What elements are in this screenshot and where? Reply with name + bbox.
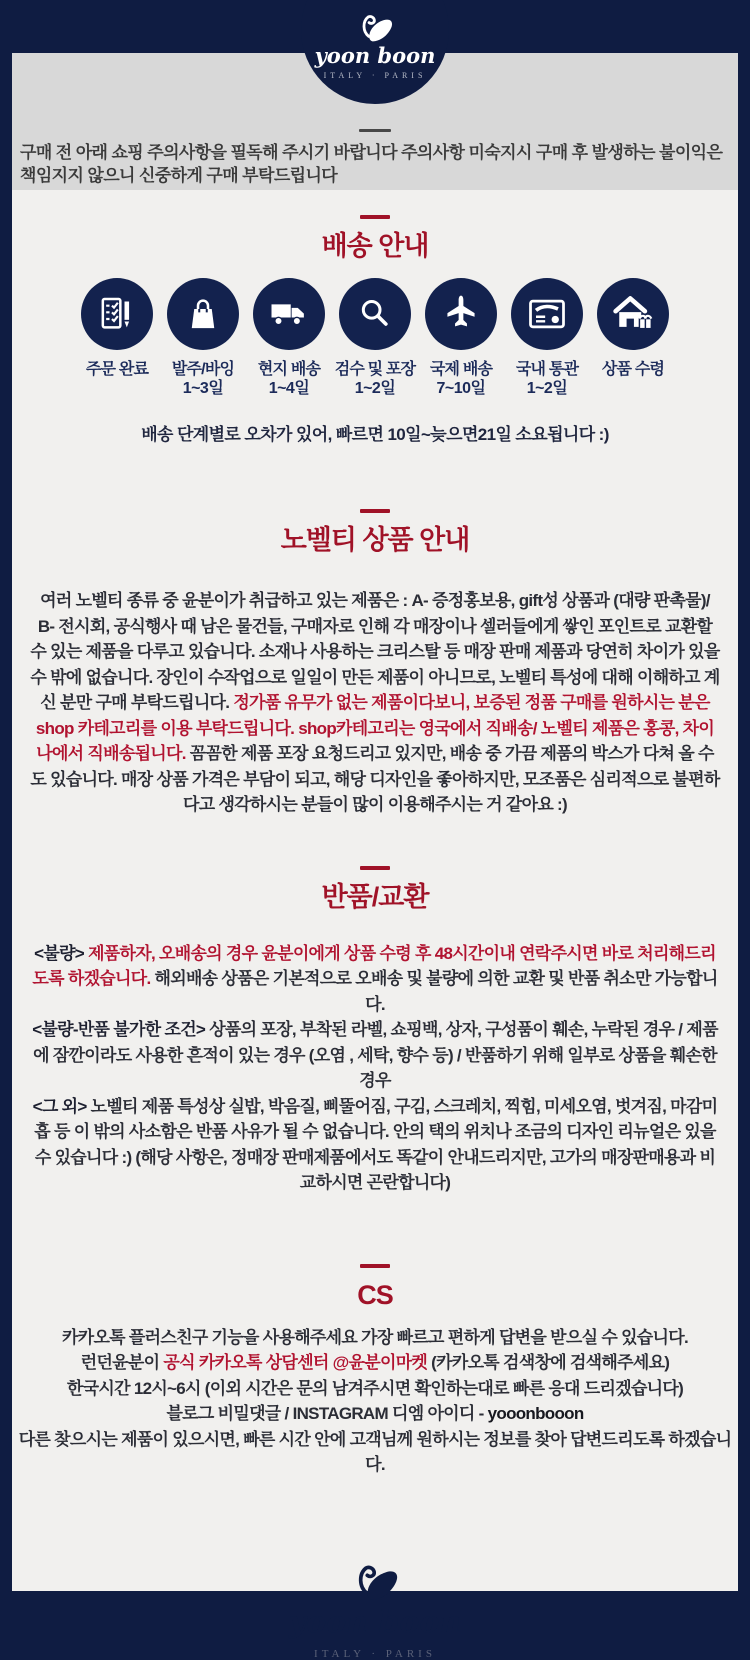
brand-subtitle: ITALY · PARIS [314,1647,436,1660]
cs-line-center-pre: 런던윤분이 [80,1353,164,1372]
brand-subtitle: ITALY · PARIS [323,71,427,80]
shipping-step-label: 현지 배송 [257,361,321,378]
brand-logo-top [275,10,475,80]
divider-red [360,866,390,870]
shipping-step-circle [167,278,239,350]
shipping-step [246,278,332,398]
cs-line-instagram [12,1401,738,1427]
shipping-step-circle [597,278,669,350]
cs-line-hours: 한국시간 12시~6시 (이외 시간은 문의 남겨주시면 확인하는대로 빠른 응대 드리겠습니다) [66,1378,684,1398]
brand-logo-bottom [12,1558,738,1660]
content-column [12,53,738,1660]
section-customer-service [12,1196,738,1478]
shipping-step-duration: 1~4일 [268,380,310,397]
brand-name: yoon boon [314,43,436,68]
home-gift-icon [611,292,655,336]
shipping-step [590,278,676,398]
cs-kakao-center-handle: 공식 카카오톡 상담센터 @윤분이마켓 [163,1353,428,1372]
section-novelty-guide [12,445,738,818]
returns-etc-text: 노벨티 제품 특성상 실밥, 박음질, 삐뚤어짐, 구김, 스크레치, 찍힘, 미세오염, 벗겨짐, 마감미흡 등 이 밖의 사소함은 반품 사유가 될 수 없습니다. 안의 택의 위치나 조금의 디자인 리뉴얼은 있을 수 있습니다 :) (해당 사항은, 정매장 판매제품에서도 똑같이 안내드리지만, 고가의 매장판매용과 비교하시면 곤란합니다) [34,1096,718,1192]
magnifier-icon [355,294,395,334]
shipping-step-circle [425,278,497,350]
shopping-bag-icon [183,294,223,334]
truck-icon [268,293,310,335]
shipping-step-circle [253,278,325,350]
order-checklist-icon [97,294,137,334]
cs-line-other: 다른 찾으시는 제품이 있으시면, 빠른 시간 안에 고객님께 원하시는 정보를 찾아 답변드리도록 하겠습니다. [18,1429,732,1474]
shipping-step-label: 발주/바잉 [171,361,235,378]
swan-icon [349,1558,401,1604]
shipping-step [74,278,160,398]
shipping-step [332,278,418,398]
novelty-text-red: 정가품 유무가 없는 제품이다보니, 보증된 정품 구매를 원하시는 분은 shop 카테고리를 이용 부탁드립니다. shop카테고리는 영국에서 직배송/ 노벨티 제품은 홍콩, 차이나에서 직배송됩니다. [35,693,715,763]
cs-title: CS [357,1279,393,1310]
shipping-step-duration: 7~10일 [436,380,486,397]
shipping-title: 배송 안내 [321,231,429,261]
shipping-step-circle [81,278,153,350]
cs-line-instagram-pre: 블로그 비밀댓글 / INSTAGRAM 디엠 아이디 - [166,1404,488,1423]
shipping-step-label: 상품 수령 [601,361,665,378]
returns-etc-label: <그 외> [32,1096,91,1116]
cs-instagram-id: yooonbooon [487,1404,584,1423]
novelty-text-dark-1: 여러 노벨티 종류 중 윤분이가 취급하고 있는 제품은 : A- 증정홍보용, gift성 상품과 (대량 판촉물)/ B- 전시회, 공식행사 때 남은 물건들, 구매자로 인해 각 매장이나 셀러들에게 쌓인 포인트로 교환할 수 있는 제품을 다루고 있습니다. 소재나 사용하는 크리스탈 등 매장 판매 제품과 당연히 차이가 있을 수 밖에 없습니다. 장인이 수작업으로 일일이 만든 제품이 아니므로, 노벨티 특성에 대해 이해하고 계신 분만 구매 부탁드립니다. [30,591,720,712]
returns-title: 반품/교환 [321,881,429,912]
returns-paragraph [30,941,720,1196]
shipping-step-duration: 1~2일 [526,380,568,397]
cs-line-center [12,1350,738,1376]
shipping-step-label: 국제 배송 [429,361,493,378]
shipping-step-duration: 1~3일 [182,380,224,397]
returns-condition-text: 상품의 포장, 부착된 라벨, 쇼핑백, 상자, 구성품이 훼손, 누락된 경우 / 제품에 잠깐이라도 사용한 흔적이 있는 경우 (오염 , 세탁, 향수 등) / 반품하기 위해 일부로 상품을 훼손한 경우 [33,1020,718,1090]
shipping-step-circle [339,278,411,350]
novelty-text-dark-2: 꼼꼼한 제품 포장 요청드리고 있지만, 배송 중 가끔 제품의 박스가 다쳐 올 수도 있습니다. 매장 상품 가격은 부담이 되고, 해당 디자인을 좋아하지만, 모조품은 심리적으로 불편하다고 생각하시는 분들이 많이 이용해주시는 거 같아요 :) [30,744,720,814]
customs-doc-icon [525,292,569,336]
returns-defect-red-text: 제품하자, 오배송의 경우 윤분이에게 상품 수령 후 48시간이내 연락주시면 바로 처리해드리도록 하겠습니다. [32,943,716,988]
purchase-notice-text: 구매 전 아래 쇼핑 주의사항을 필독해 주시기 바랍니다 주의사항 미숙지시 구매 후 발생하는 불이익은 책임지지 않으니 신중하게 구매 부탁드립니다 [20,143,723,185]
shipping-steps-row [12,278,738,398]
divider-dark [359,129,391,132]
top-header-bar [0,0,750,80]
shipping-step [504,278,590,398]
shipping-step-duration: 1~2일 [354,380,396,397]
shipping-step-circle [511,278,583,350]
novelty-paragraph [30,588,720,818]
section-shipping-guide [12,190,738,445]
shipping-step-label: 주문 완료 [85,361,149,378]
brand-name: yoon boon [288,1604,462,1640]
cs-lines [12,1325,738,1478]
novelty-title: 노벨티 상품 안내 [280,525,470,555]
cs-line-kakao: 카카오톡 플러스친구 기능을 사용해주세요 가장 빠르고 편하게 답변을 받으실 수 있습니다. [62,1327,688,1347]
shipping-step-label: 국내 통관 [515,361,579,378]
divider-red [360,509,390,513]
shipping-step-label: 검수 및 포장 [334,361,416,378]
returns-defect-dark-text: 해외배송 상품은 기본적으로 오배송 및 불량에 의한 교환 및 반품 취소만 가능합니다. [154,969,718,1014]
divider-red [360,215,390,219]
shipping-step [160,278,246,398]
divider-red [360,1264,390,1268]
shipping-step [418,278,504,398]
section-returns-exchange [12,818,738,1196]
cs-line-center-post: (카카오톡 검색창에 검색해주세요) [427,1353,670,1372]
returns-defect-label: <불량> [34,943,89,963]
swan-icon [355,10,395,44]
airplane-icon [440,293,482,335]
returns-condition-label: <불량-반품 불가한 조건> [32,1020,210,1039]
shipping-note: 배송 단계별로 오차가 있어, 빠르면 10일~늦으면21일 소요됩니다 :) [141,425,609,444]
